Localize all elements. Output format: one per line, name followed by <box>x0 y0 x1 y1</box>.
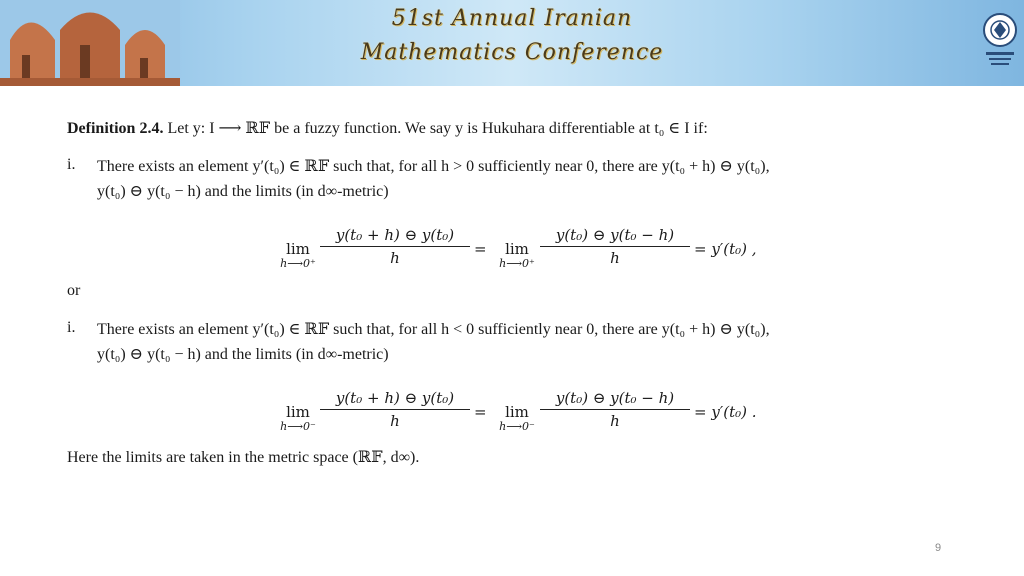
condition1-line1: There exists an element y′(t₀) ∈ ℝ𝔽 such that, for all h > 0 sufficiently near 0, there are y(t₀ + h) ⊖ y(t₀), <box>97 158 770 175</box>
difference-quotient-backward: y(t₀) ⊖ y(t₀ − h) h <box>540 226 690 267</box>
limit-operator: lim h⟶0⁻ <box>499 403 535 433</box>
definition-line <box>67 118 708 138</box>
derivative-result: = y′(t₀) . <box>694 403 757 421</box>
difference-quotient-forward: y(t₀ + h) ⊖ y(t₀) h <box>320 226 470 267</box>
condition1-equation <box>0 226 1024 276</box>
definition-intro: Let y: I ⟶ ℝ𝔽 be a fuzzy function. We say y is Hukuhara differentiable at t₀ ∈ I if: <box>167 120 708 137</box>
limit-operator: lim h⟶0⁻ <box>280 403 316 433</box>
conference-title-line2: Mathematics Conference <box>360 40 664 65</box>
page-number: 9 <box>935 542 942 554</box>
limit-operator: lim h⟶0⁺ <box>499 240 535 270</box>
conference-title-line1: 51st Annual Iranian <box>391 6 633 31</box>
equals-sign: = <box>474 403 487 421</box>
limit-operator: lim h⟶0⁺ <box>280 240 316 270</box>
condition2-line2: y(t₀) ⊖ y(t₀ − h) and the limits (in d∞-metric) <box>97 346 389 363</box>
definition-label: Definition 2.4. <box>67 120 164 137</box>
or-text: or <box>67 282 81 299</box>
derivative-result: = y′(t₀) , <box>694 240 757 258</box>
condition2-equation <box>0 389 1024 439</box>
difference-quotient-forward: y(t₀ + h) ⊖ y(t₀) h <box>320 389 470 430</box>
condition1-line2: y(t₀) ⊖ y(t₀ − h) and the limits (in d∞-metric) <box>97 183 389 200</box>
difference-quotient-backward: y(t₀) ⊖ y(t₀ − h) h <box>540 389 690 430</box>
condition1-marker: i. <box>67 156 76 173</box>
condition2-marker: i. <box>67 319 76 336</box>
university-logo-icon <box>980 8 1020 78</box>
condition2-line1: There exists an element y′(t₀) ∈ ℝ𝔽 such that, for all h < 0 sufficiently near 0, there are y(t₀ + h) ⊖ y(t₀), <box>97 321 770 338</box>
closing-sentence: Here the limits are taken in the metric space (ℝ𝔽, d∞). <box>67 449 420 466</box>
equals-sign: = <box>474 240 487 258</box>
conference-banner <box>0 0 1024 86</box>
